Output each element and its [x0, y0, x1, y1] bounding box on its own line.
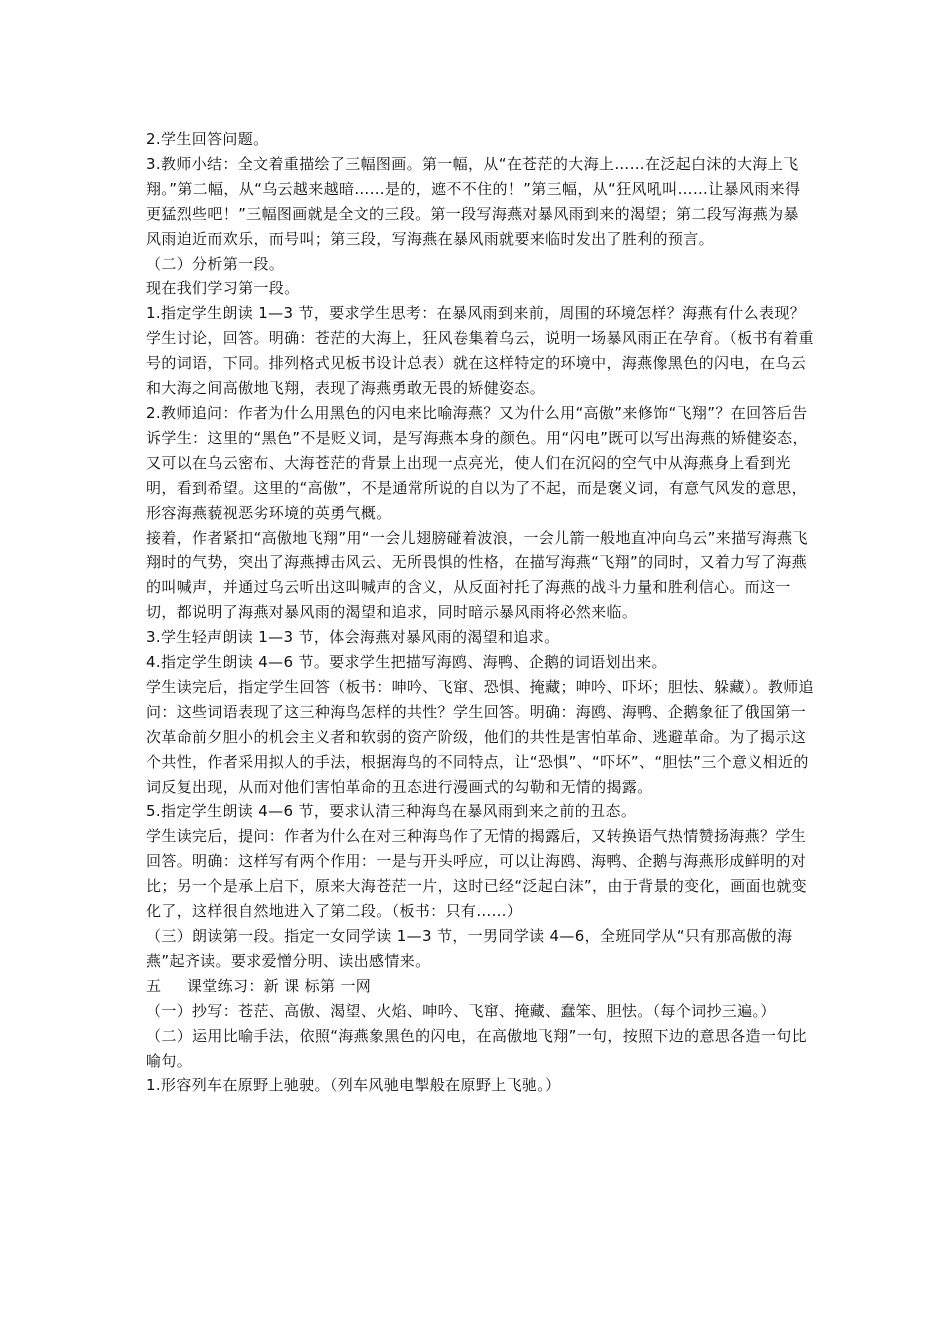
paragraph-flight-description: 接着，作者紧扣“高傲地飞翔”用“一会儿翅膀碰着波浪，一会儿箭一般地直冲向乌云”来描写海燕飞翔时的气势，突出了海燕搏击风云、无所畏惧的性格，在描写海燕“飞翔”的同时，又着力写了海燕的叫喊声，并通过乌云听出这叫喊声的含义，从反面衬托了海燕的战斗力量和胜利信心。而这一切，都说明了海燕对暴风雨的渴望和追求，同时暗示暴风雨将必然来临。	[146, 528, 808, 622]
document-body	[146, 127, 814, 1098]
section-heading-classroom-exercise: 五 课堂练习：新 课 标第 一网	[146, 976, 372, 995]
paragraph-step-5-reading: 5.指定学生朗读 4—6 节，要求认清三种海鸟在暴风雨到来之前的丑态。	[146, 802, 637, 821]
paragraph-step-4-reading: 4.指定学生朗读 4—6 节。要求学生把描写海鸥、海鸭、企鹅的词语划出来。	[146, 653, 667, 672]
section-heading-read-first-part: （三）朗读第一段。指定一女同学读 1—3 节，一男同学读 4—6，全班同学从“只有那高傲的海燕”起齐读。要求爱憎分明、读出感情来。	[146, 927, 793, 970]
exercise-metaphor: （二）运用比喻手法，依照“海燕象黑色的闪电，在高傲地飞翔”一句，按照下边的意思各造一句比喻句。	[146, 1026, 807, 1070]
paragraph-teacher-summary: 3.教师小结：全文着重描绘了三幅图画。第一幅，从“在苍茫的大海上……在泛起白沫的大海上飞翔。”第二幅，从“乌云越来越暗……是的，遮不不住的！”第三幅，从“狂风吼叫……让暴风雨来得更猛烈些吧！”三幅图画就是全文的三段。第一段写海燕对暴风雨到来的渴望；第二段写海燕为暴风雨迫近而欢乐，而号叫；第三段，写海燕在暴风雨就要来临时发出了胜利的预言。	[146, 154, 801, 248]
paragraph-teacher-follow-up: 2.教师追问：作者为什么用黑色的闪电来比喻海燕？又为什么用“高傲”来修饰“飞翔”？在回答后告诉学生：这里的“黑色”不是贬义词，是写海燕本身的颜色。用“闪电”既可以写出海燕的矫健姿态，又可以在乌云密布、大海苍茫的背景上出现一点亮光，使人们在沉闷的空气中从海燕身上看到光明，看到希望。这里的“高傲”，不是通常所说的自以为了不起，而是褒义词，有意气风发的意思，形容海燕藐视恶劣环境的英勇气概。	[146, 403, 808, 522]
exercise-copy-words: （一）抄写：苍茫、高傲、渴望、火焰、呻吟、飞窜、掩藏、蠢笨、胆怯。（每个词抄三遍。）	[146, 1001, 776, 1020]
paragraph-intro-first-part: 现在我们学习第一段。	[146, 279, 300, 298]
section-heading-analyze-first-part: （二）分析第一段。	[146, 254, 285, 273]
paragraph-step-1-reading: 1.指定学生朗读 1—3 节，要求学生思考：在暴风雨到来前，周围的环境怎样？海燕有什么表现？	[146, 304, 806, 323]
paragraph-step-3-reading: 3.学生轻声朗读 1—3 节，体会海燕对暴风雨的渴望和追求。	[146, 628, 560, 647]
exercise-item-1: 1.形容列车在原野上驰驶。（列车风驰电掣般在原野上飞驰。）	[146, 1076, 561, 1095]
paragraph-seabirds-answer: 学生读完后，指定学生回答（板书：呻吟、飞窜、恐惧、掩藏；呻吟、吓坏；胆怯、躲藏）。教师追问：这些词语表现了这三种海鸟怎样的共性？学生回答。明确：海鸥、海鸭、企鹅象征了俄国第一次革命前夕胆小的机会主义者和软弱的资产阶级，他们的共性是害怕革命、逃避革命。为了揭示这个共性，作者采用拟人的手法，根据海鸟的不同特点，让“恐惧”、“吓坏”、“胆怯”三个意义相近的词反复出现，从而对他们害怕革命的丑态进行漫画式的勾勒和无情的揭露。	[146, 677, 814, 796]
paragraph-contrast-question: 学生读完后，提问：作者为什么在对三种海鸟作了无情的揭露后，又转换语气热情赞扬海燕？学生回答。明确：这样写有两个作用：一是与开头呼应，可以让海鸥、海鸭、企鹅与海燕形成鲜明的对比；另一个是承上启下，原来大海苍茫一片，这时已经“泛起白沫”，由于背景的变化，画面也就变化了，这样很自然地进入了第二段。（板书：只有……）	[146, 827, 807, 921]
paragraph-discussion: 学生讨论，回答。明确：苍茫的大海上，狂风卷集着乌云，说明一场暴风雨正在孕育。（板书有着重号的词语，下同。排列格式见板书设计总表）就在这样特定的环境中，海燕像黑色的闪电，在乌云和大海之间高傲地飞翔，表现了海燕勇敢无畏的矫健姿态。	[146, 329, 814, 398]
paragraph-step-2: 2.学生回答问题。	[146, 130, 269, 148]
